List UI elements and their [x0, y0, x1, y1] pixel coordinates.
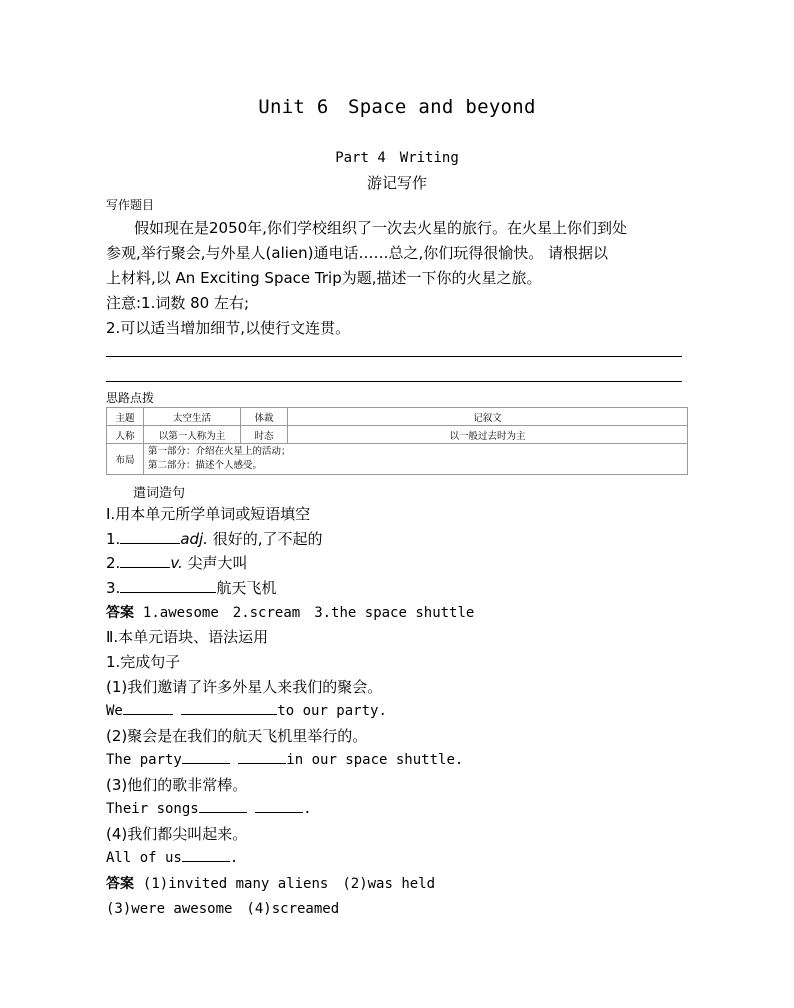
- plan-key-genre: 体裁: [241, 408, 288, 426]
- answer-blank: [199, 799, 247, 813]
- subsection-1: 1.完成句子: [106, 653, 181, 671]
- answer-2: 答案 (1)invited many aliens (2)was held: [106, 876, 436, 892]
- plan-value-tense: 以一般过去时为主: [288, 426, 688, 444]
- sentence-2-cn: (2)聚会是在我们的航天飞机里举行的。: [106, 727, 368, 745]
- sentence-1-cn: (1)我们邀请了许多外星人来我们的聚会。: [106, 678, 383, 696]
- section-1-heading: Ⅰ.用本单元所学单词或短语填空: [106, 505, 311, 523]
- answer-blank: [120, 579, 216, 593]
- answer-blank: [181, 701, 277, 715]
- sentence-4-en: All of us .: [106, 850, 239, 866]
- answer-blank: [255, 799, 303, 813]
- task-paragraph-line-3: 上材料,以 An Exciting Space Trip为题,描述一下你的火星之旅。: [106, 269, 542, 287]
- task-heading: 写作题目: [106, 198, 155, 212]
- question-3: 3. 航天飞机: [106, 579, 277, 597]
- answer-1: 答案 1.awesome 2.scream 3.the space shuttle: [106, 605, 475, 621]
- plan-row-theme: [107, 408, 688, 426]
- task-note-1: 注意:1.词数 80 左右;: [106, 294, 250, 312]
- plan-key-tense: 时态: [241, 426, 288, 444]
- sentence-3-cn: (3)他们的歌非常棒。: [106, 776, 248, 794]
- sentence-4-cn: (4)我们都尖叫起来。: [106, 825, 248, 843]
- question-2: 2. v. 尖声大叫: [106, 554, 248, 572]
- answer-label: 答案: [106, 876, 134, 892]
- part-title: Part 4 Writing: [335, 150, 459, 166]
- vocab-heading: 遣词造句: [133, 486, 186, 501]
- answer-blank: [120, 530, 180, 544]
- task-note-2: 2.可以适当增加细节,以使行文连贯。: [106, 319, 351, 337]
- plan-key-layout: 布局: [107, 444, 144, 475]
- answer-label: 答案: [106, 605, 134, 621]
- sentence-2-en: The party in our space shuttle.: [106, 752, 464, 768]
- plan-key-theme: 主题: [107, 408, 144, 426]
- task-paragraph-line-2: 参观,举行聚会,与外星人(alien)通电话……总之,你们玩得很愉快。 请根据以: [106, 244, 609, 262]
- plan-value-layout: [144, 444, 688, 475]
- section-2-heading: Ⅱ.本单元语块、语法运用: [106, 628, 269, 646]
- sentence-3-en: Their songs .: [106, 801, 312, 817]
- writing-line: [106, 356, 682, 357]
- answer-blank: [120, 554, 170, 568]
- sentence-1-en: We to our party.: [106, 703, 387, 719]
- plan-value-theme: 太空生活: [144, 408, 241, 426]
- plan-table: [106, 407, 688, 475]
- layout-part-2: 第二部分：描述个人感受。: [148, 460, 263, 471]
- layout-part-1: 第一部分：介绍在火星上的活动；: [148, 446, 291, 457]
- answer-blank: [123, 701, 173, 715]
- page-title: Unit 6 Space and beyond: [258, 96, 536, 118]
- answer-blank: [182, 848, 230, 862]
- section-subtitle: 游记写作: [366, 174, 427, 192]
- plan-row-layout: [107, 444, 688, 475]
- writing-line: [106, 381, 682, 382]
- plan-value-person: 以第一人称为主: [144, 426, 241, 444]
- task-paragraph-line-1: 假如现在是2050年,你们学校组织了一次去火星的旅行。在火星上你们到处: [134, 219, 627, 237]
- question-1: 1. adj. 很好的,了不起的: [106, 530, 323, 548]
- plan-value-genre: 记叙文: [288, 408, 688, 426]
- answer-blank: [182, 750, 230, 764]
- answer-blank: [238, 750, 286, 764]
- plan-key-person: 人称: [107, 426, 144, 444]
- plan-row-person: [107, 426, 688, 444]
- answer-2-continued: (3)were awesome (4)screamed: [106, 901, 340, 917]
- plan-heading: 思路点拨: [106, 391, 155, 405]
